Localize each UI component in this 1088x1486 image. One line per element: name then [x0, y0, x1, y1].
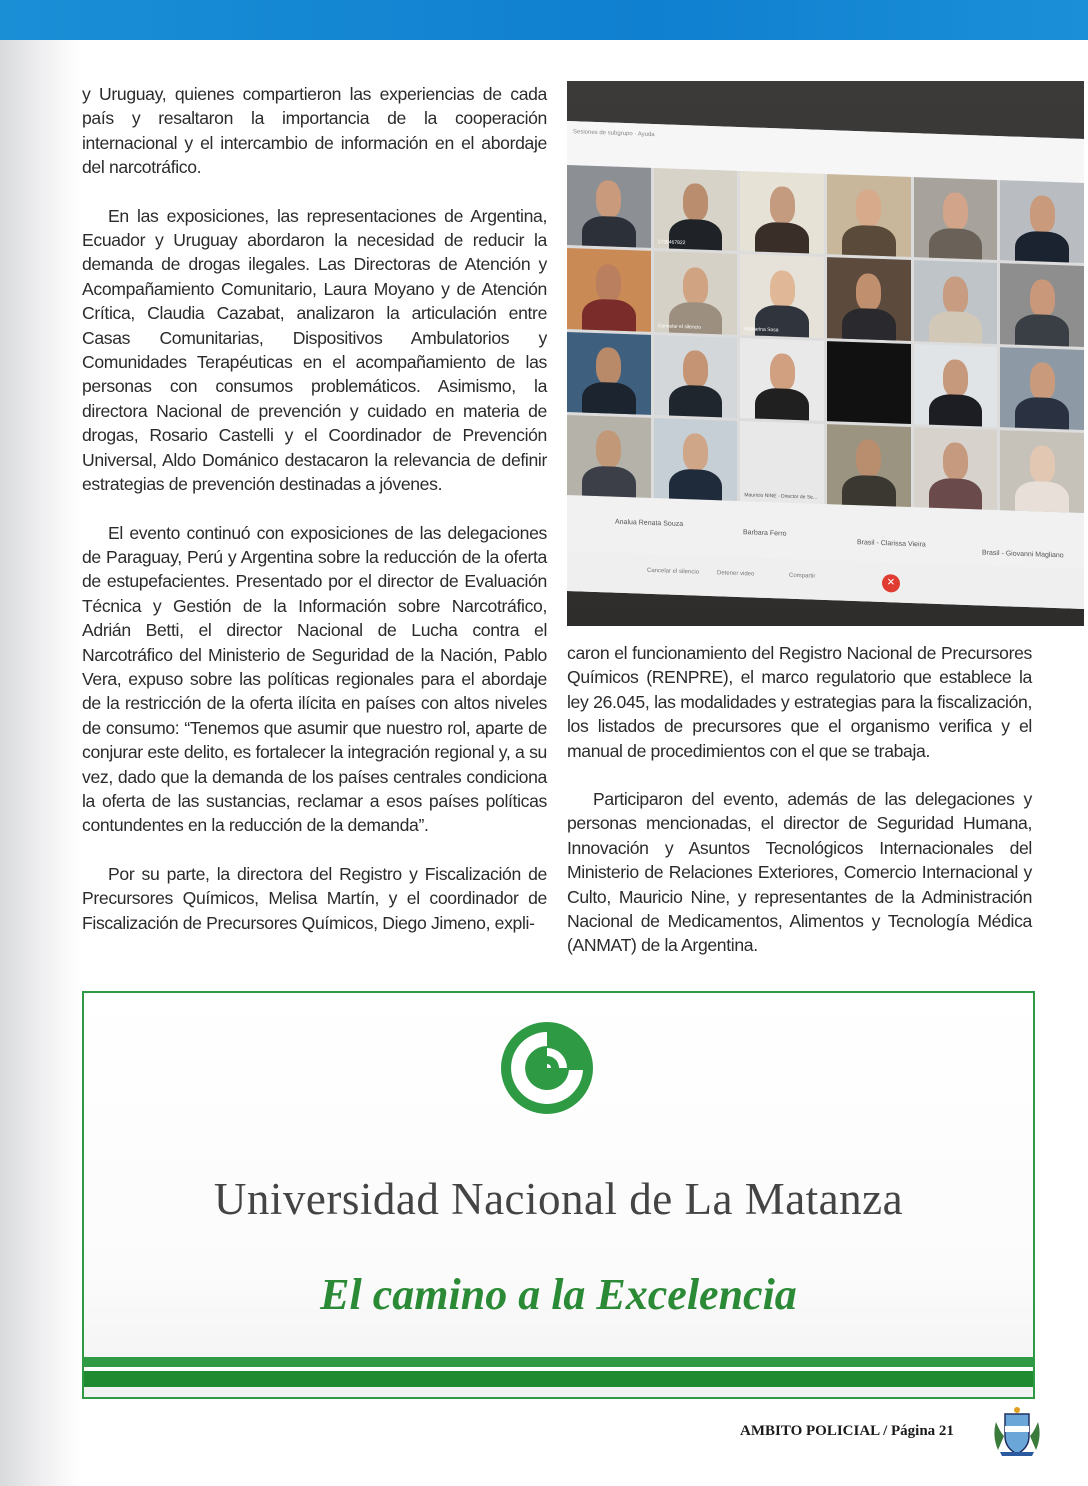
participant-name: Brasil - Giovanni Magliano — [982, 549, 1064, 560]
article-paragraph: Por su parte, la directora del Registro y Fiscalización de Precursores Químicos, Melisa Martín, y el coordinador de Fiscalización de Precursores Químicos, Diego Jimeno, expli- — [82, 863, 547, 933]
article-paragraph: Participaron del evento, además de las delegaciones y personas mencionadas, el director de Seguridad Humana, Innovación y Asuntos Tecnológicos Internacionales del Ministerio de Relaciones Exteriores, Comercio Internacional y Culto, Mauricio Nine, y representantes de la Administración Nacional de Medicamentos, Alimentos y Tecnología Médica (ANMAT) de la Argentina. — [567, 789, 1032, 956]
participant-tile — [654, 335, 738, 418]
participant-name: Brasil - Clarissa Vieira — [857, 539, 926, 549]
participant-tile — [567, 415, 651, 498]
participant-tile — [1000, 180, 1084, 263]
participant-tile — [827, 424, 911, 507]
share-button[interactable]: Compartir — [789, 572, 816, 580]
participant-name: Barbara Ferro — [743, 529, 787, 538]
participant-tile — [567, 332, 651, 415]
participant-tile — [567, 165, 651, 248]
article-paragraph: En las exposiciones, las representaciones de Argentina, Ecuador y Uruguay abordaron la necesidad de reducir la demanda de drogas ilegales. Las Directoras de Atención y Acompañamiento Comunitario, Laura Moyano y de Atención Crítica, Claudia Cazabat, analizaron la articulación entre Casas Comunitarias, Dispositivos Ambulatorios y Comunidades Terapéuticas en el acompañamiento de las personas con consumos problemáticos. Asimismo, la directora Nacional de prevención y cuidado en materia de drogas, Rosario Castelli y el Coordinador de Prevención Universal, Aldo Dománico destacaron la relevancia de definir estrategias de prevención destinadas a jóvenes. — [82, 205, 547, 495]
article-left-column — [82, 82, 547, 959]
conference-screen — [567, 121, 1084, 609]
university-name: Universidad Nacional de La Matanza — [213, 1174, 904, 1224]
participant-tile — [740, 338, 824, 421]
mute-button[interactable]: Cancelar el silencio — [647, 567, 700, 576]
participant-tile — [914, 260, 998, 343]
university-advertisement — [82, 991, 1035, 1399]
screen-crumb: Sesiones de subgrupo · Ayuda — [573, 129, 655, 139]
tile-label: Mauricio NINE - Director de Se... — [744, 492, 818, 501]
article-paragraph: caron el funcionamiento del Registro Nacional de Precursores Químicos (RENPRE), el marco regulatorio que establece la ley 26.045, las modalidades y estrategias para la fiscalización, los listados de precursores que el organismo verifica y el manual de procedimientos con el que se trabaja. — [567, 643, 1032, 761]
participant-tile — [914, 427, 998, 510]
article-right-column — [567, 641, 1032, 982]
participant-tile — [654, 251, 738, 334]
participant-name: Analua Renata Souza — [615, 518, 684, 529]
article-paragraph: y Uruguay, quienes compartieron las experiencias de cada país y resaltaron la importancia de la cooperación internacional y el intercambio de información en el abordaje del narcotráfico. — [82, 84, 547, 178]
participant-tile — [914, 177, 998, 260]
participant-tile — [654, 168, 738, 251]
stop-video-button[interactable]: Detener video — [717, 570, 755, 578]
tile-label: Katharina Sosa — [744, 325, 779, 333]
video-conference-photo — [567, 81, 1084, 626]
participant-tile — [740, 254, 824, 337]
participant-tile — [827, 341, 911, 424]
tile-label: 1739467822 — [657, 239, 686, 247]
police-crest-icon — [990, 1406, 1044, 1458]
green-stripe — [84, 1371, 1033, 1387]
participant-tile — [827, 174, 911, 257]
participant-tile — [914, 344, 998, 427]
top-color-band — [0, 0, 1088, 40]
participant-tile — [654, 418, 738, 501]
article-paragraph: El evento continuó con exposiciones de las delegaciones de Paraguay, Perú y Argentina sobre la reducción de la oferta de estupefacientes. Presentado por el director de Evaluación Técnica y Gestión de la Información sobre Narcotráfico, Adrián Betti, el director Nacional de Lucha contra el Narcotráfico del Ministerio de Seguridad de la Nación, Pablo Vera, expuso sobre las políticas regionales para el abordaje de la restricción de la oferta ilícita en países con altos niveles de consumo: “Tenemos que asumir que nuestro rol, aparte de conjurar este delito, es fortalecer la integración regional y, a su vez, dado que la demanda de los países centrales condiciona la oferta de las sustancias, reclamar a esos países políticas contundentes en la reducción de la demanda”. — [82, 522, 547, 836]
participant-tile — [567, 248, 651, 331]
participant-tile — [1000, 347, 1084, 430]
university-logo-icon — [497, 1018, 597, 1118]
tile-label: Cancelar el silencio — [657, 322, 702, 331]
end-call-icon[interactable]: ✕ — [882, 574, 900, 593]
participant-grid — [567, 165, 1084, 513]
participant-tile — [827, 257, 911, 340]
participant-tile — [1000, 263, 1084, 346]
green-stripe — [84, 1357, 1033, 1367]
page-footer: AMBITO POLICIAL / Página 21 — [740, 1423, 954, 1439]
participant-tile — [740, 171, 824, 254]
participant-tile — [1000, 430, 1084, 513]
university-motto: El camino a la Excelencia — [320, 1270, 797, 1319]
participant-tile — [740, 421, 824, 504]
